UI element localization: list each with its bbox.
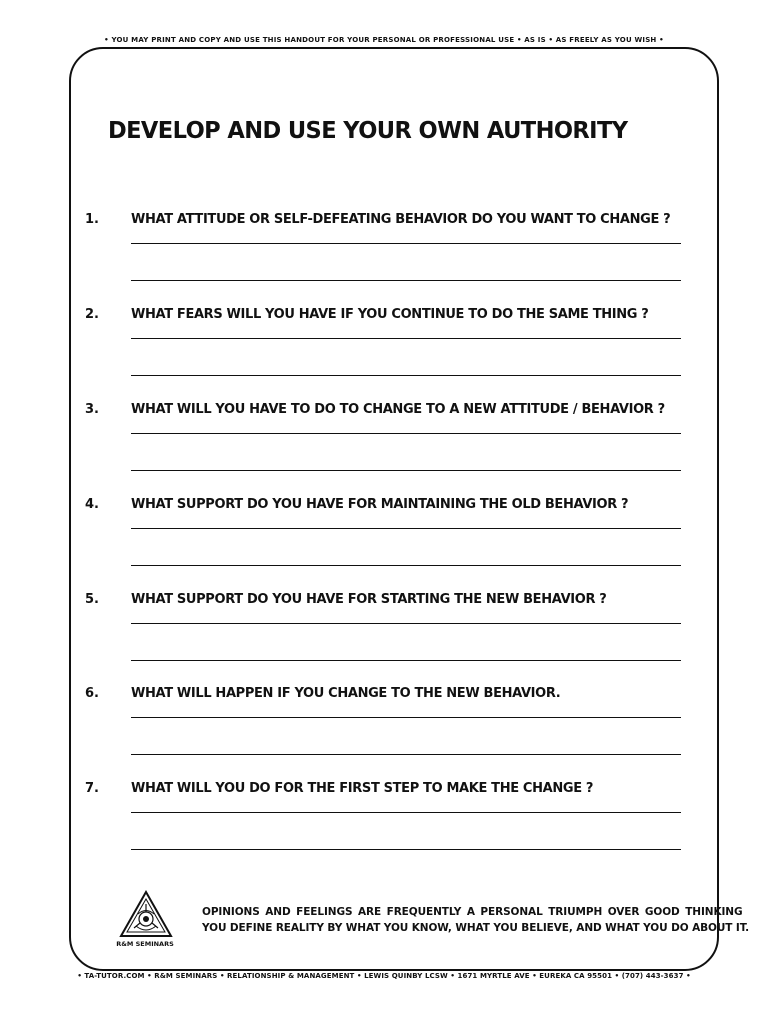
answer-line[interactable] — [131, 433, 681, 434]
answer-line[interactable] — [131, 565, 681, 566]
question-number: 3. — [85, 402, 99, 417]
answer-line[interactable] — [131, 849, 681, 850]
question-text: WHAT FEARS WILL YOU HAVE IF YOU CONTINUE TO DO THE SAME THING ? — [131, 307, 649, 322]
question-item — [0, 307, 768, 397]
question-number: 1. — [85, 212, 99, 227]
answer-line[interactable] — [131, 528, 681, 529]
answer-line[interactable] — [131, 754, 681, 755]
question-text: WHAT WILL YOU DO FOR THE FIRST STEP TO MAKE THE CHANGE ? — [131, 781, 594, 796]
answer-line[interactable] — [131, 812, 681, 813]
question-text: WHAT ATTITUDE OR SELF-DEFEATING BEHAVIOR DO YOU WANT TO CHANGE ? — [131, 212, 671, 227]
rm-seminars-logo — [112, 890, 182, 952]
triangle-emblem-icon — [119, 890, 173, 940]
question-text: WHAT WILL HAPPEN IF YOU CHANGE TO THE NEW BEHAVIOR. — [131, 686, 561, 701]
answer-line[interactable] — [131, 280, 681, 281]
page-title: DEVELOP AND USE YOUR OWN AUTHORITY — [108, 118, 628, 144]
question-number: 7. — [85, 781, 99, 796]
question-item — [0, 686, 768, 776]
answer-line[interactable] — [131, 470, 681, 471]
quote-line-2: YOU DEFINE REALITY BY WHAT YOU KNOW, WHAT YOU BELIEVE, AND WHAT YOU DO ABOUT IT. — [202, 922, 750, 934]
answer-line[interactable] — [131, 338, 681, 339]
question-item — [0, 781, 768, 871]
question-number: 6. — [85, 686, 99, 701]
question-item — [0, 497, 768, 587]
answer-line[interactable] — [131, 243, 681, 244]
answer-line[interactable] — [131, 623, 681, 624]
question-item — [0, 402, 768, 492]
answer-line[interactable] — [131, 660, 681, 661]
question-item — [0, 592, 768, 682]
question-number: 5. — [85, 592, 99, 607]
question-item — [0, 212, 768, 302]
question-number: 2. — [85, 307, 99, 322]
question-number: 4. — [85, 497, 99, 512]
footer-notice: • TA-TUTOR.COM • R&M SEMINARS • RELATIONSHIP & MANAGEMENT • LEWIS QUINBY LCSW • 1671 MYRTLE AVE • EUREKA CA 95501 • (707) 443-3637 • — [77, 972, 691, 980]
answer-line[interactable] — [131, 717, 681, 718]
question-text: WHAT WILL YOU HAVE TO DO TO CHANGE TO A NEW ATTITUDE / BEHAVIOR ? — [131, 402, 665, 417]
logo-label: R&M SEMINARS — [116, 940, 174, 948]
top-notice: • YOU MAY PRINT AND COPY AND USE THIS HANDOUT FOR YOUR PERSONAL OR PROFESSIONAL USE • AS IS • AS FREELY AS YOU WISH • — [104, 36, 664, 44]
answer-line[interactable] — [131, 375, 681, 376]
question-text: WHAT SUPPORT DO YOU HAVE FOR MAINTAINING THE OLD BEHAVIOR ? — [131, 497, 629, 512]
quote-line-1: OPINIONS AND FEELINGS ARE FREQUENTLY A PERSONAL TRIUMPH OVER GOOD THINKING — [202, 906, 743, 918]
question-text: WHAT SUPPORT DO YOU HAVE FOR STARTING THE NEW BEHAVIOR ? — [131, 592, 607, 607]
